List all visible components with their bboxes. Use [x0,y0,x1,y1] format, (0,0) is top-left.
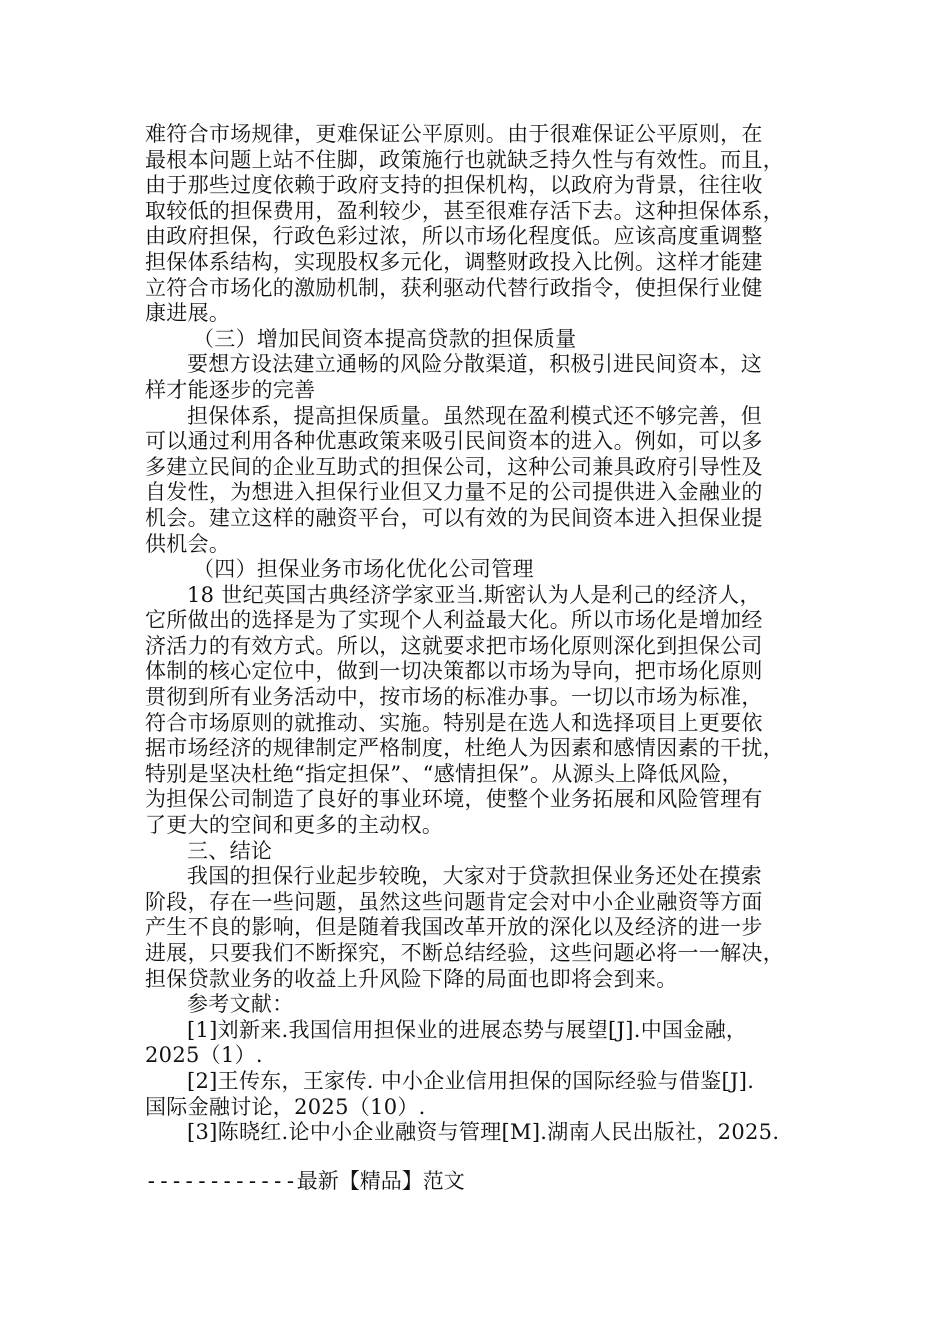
paragraph-line: 产生不良的影响，但是随着我国改革开放的深化以及经济的进一步 [145,915,763,940]
paragraph-line: 贯彻到所有业务活动中，按市场的标准办事。一切以市场为标准， [145,685,763,710]
section-heading: 三、结论 [187,838,273,863]
reference-item: [3]陈晓红.论中小企业融资与管理[M].湖南人民出版社，2025. [187,1120,780,1145]
paragraph-line: 由于那些过度依赖于政府支持的担保机构，以政府为背景，往往收 [145,173,763,198]
paragraph-line: 立符合市场化的激励机制，获利驱动代替行政指令，使担保行业健 [145,275,763,300]
paragraph-line: 据市场经济的规律制定严格制度，杜绝人为因素和感情因素的干扰， [145,736,784,761]
footer-dashes: ------------ [145,1169,297,1193]
footer-title: 最新【精品】范文 [296,1169,465,1193]
paragraph-line: 进展，只要我们不断探究，不断总结经验，这些问题必将一一解决， [145,941,784,965]
section-heading: （四）担保业务市场化优化公司管理 [193,557,534,582]
reference-item: 2025（1）. [145,1043,263,1068]
paragraph-line: 特别是坚决杜绝“指定担保”、“感情担保”。从源头上降低风险， [145,761,743,786]
paragraph-line: 体制的核心定位中，做到一切决策都以市场为导向，把市场化原则 [145,659,763,684]
paragraph-line: 符合市场原则的就推动、实施。特别是在选人和选择项目上更要依 [145,710,763,735]
paragraph-line: 最根本问题上站不住脚，政策施行也就缺乏持久性与有效性。而且， [145,147,784,172]
paragraph-line: 担保贷款业务的收益上升风险下降的局面也即将会到来。 [145,966,678,991]
paragraph-line: 它所做出的选择是为了实现个人利益最大化。所以市场化是增加经 [145,608,763,633]
reference-item: 国际金融讨论，2025（10）. [145,1094,426,1119]
reference-item: [2]王传东，王家传. 中小企业信用担保的国际经验与借鉴[J]. [187,1068,755,1093]
paragraph-line: 要想方设法建立通畅的风险分散渠道，积极引进民间资本，这 [187,352,763,377]
paragraph-line: 我国的担保行业起步较晚，大家对于贷款担保业务还处在摸索 [187,864,763,889]
paragraph-line: 样才能逐步的完善 [145,377,316,402]
references-heading: 参考文献： [187,992,294,1017]
paragraph-line: 康进展。 [145,301,231,326]
paragraph-line: 担保体系，提高担保质量。虽然现在盈利模式还不够完善，但 [187,403,763,428]
page-footer [145,1168,465,1194]
paragraph-line: 供机会。 [145,531,231,556]
paragraph-line: 可以通过利用各种优惠政策来吸引民间资本的进入。例如，可以多 [145,429,763,454]
paragraph-line: 18 世纪英国古典经济学家亚当.斯密认为人是利己的经济人， [187,582,761,607]
document-body [145,122,805,1146]
paragraph-line: 由政府担保，行政色彩过浓，所以市场化程度低。应该高度重调整 [145,224,763,249]
section-heading: （三）增加民间资本提高贷款的担保质量 [193,326,577,351]
paragraph-line: 难符合市场规律，更难保证公平原则。由于很难保证公平原则，在 [145,122,763,146]
paragraph-line: 取较低的担保费用，盈利较少，甚至很难存活下去。这种担保体系， [145,198,784,223]
paragraph-line: 自发性，为想进入担保行业但又力量不足的公司提供进入金融业的 [145,480,763,505]
paragraph-line: 阶段，存在一些问题，虽然这些问题肯定会对中小企业融资等方面 [145,889,763,914]
paragraph-line: 了更大的空间和更多的主动权。 [145,813,444,838]
paragraph-line: 济活力的有效方式。所以，这就要求把市场化原则深化到担保公司 [145,633,763,658]
paragraph-line: 机会。建立这样的融资平台，可以有效的为民间资本进入担保业提 [145,505,763,530]
paragraph-line: 担保体系结构，实现股权多元化，调整财政投入比例。这样才能建 [145,249,763,274]
paragraph-line: 多建立民间的企业互助式的担保公司，这种公司兼具政府引导性及 [145,454,763,479]
reference-item: [1]刘新来.我国信用担保业的进展态势与展望[J].中国金融， [187,1017,748,1042]
paragraph-line: 为担保公司制造了良好的事业环境，使整个业务拓展和风险管理有 [145,787,763,812]
